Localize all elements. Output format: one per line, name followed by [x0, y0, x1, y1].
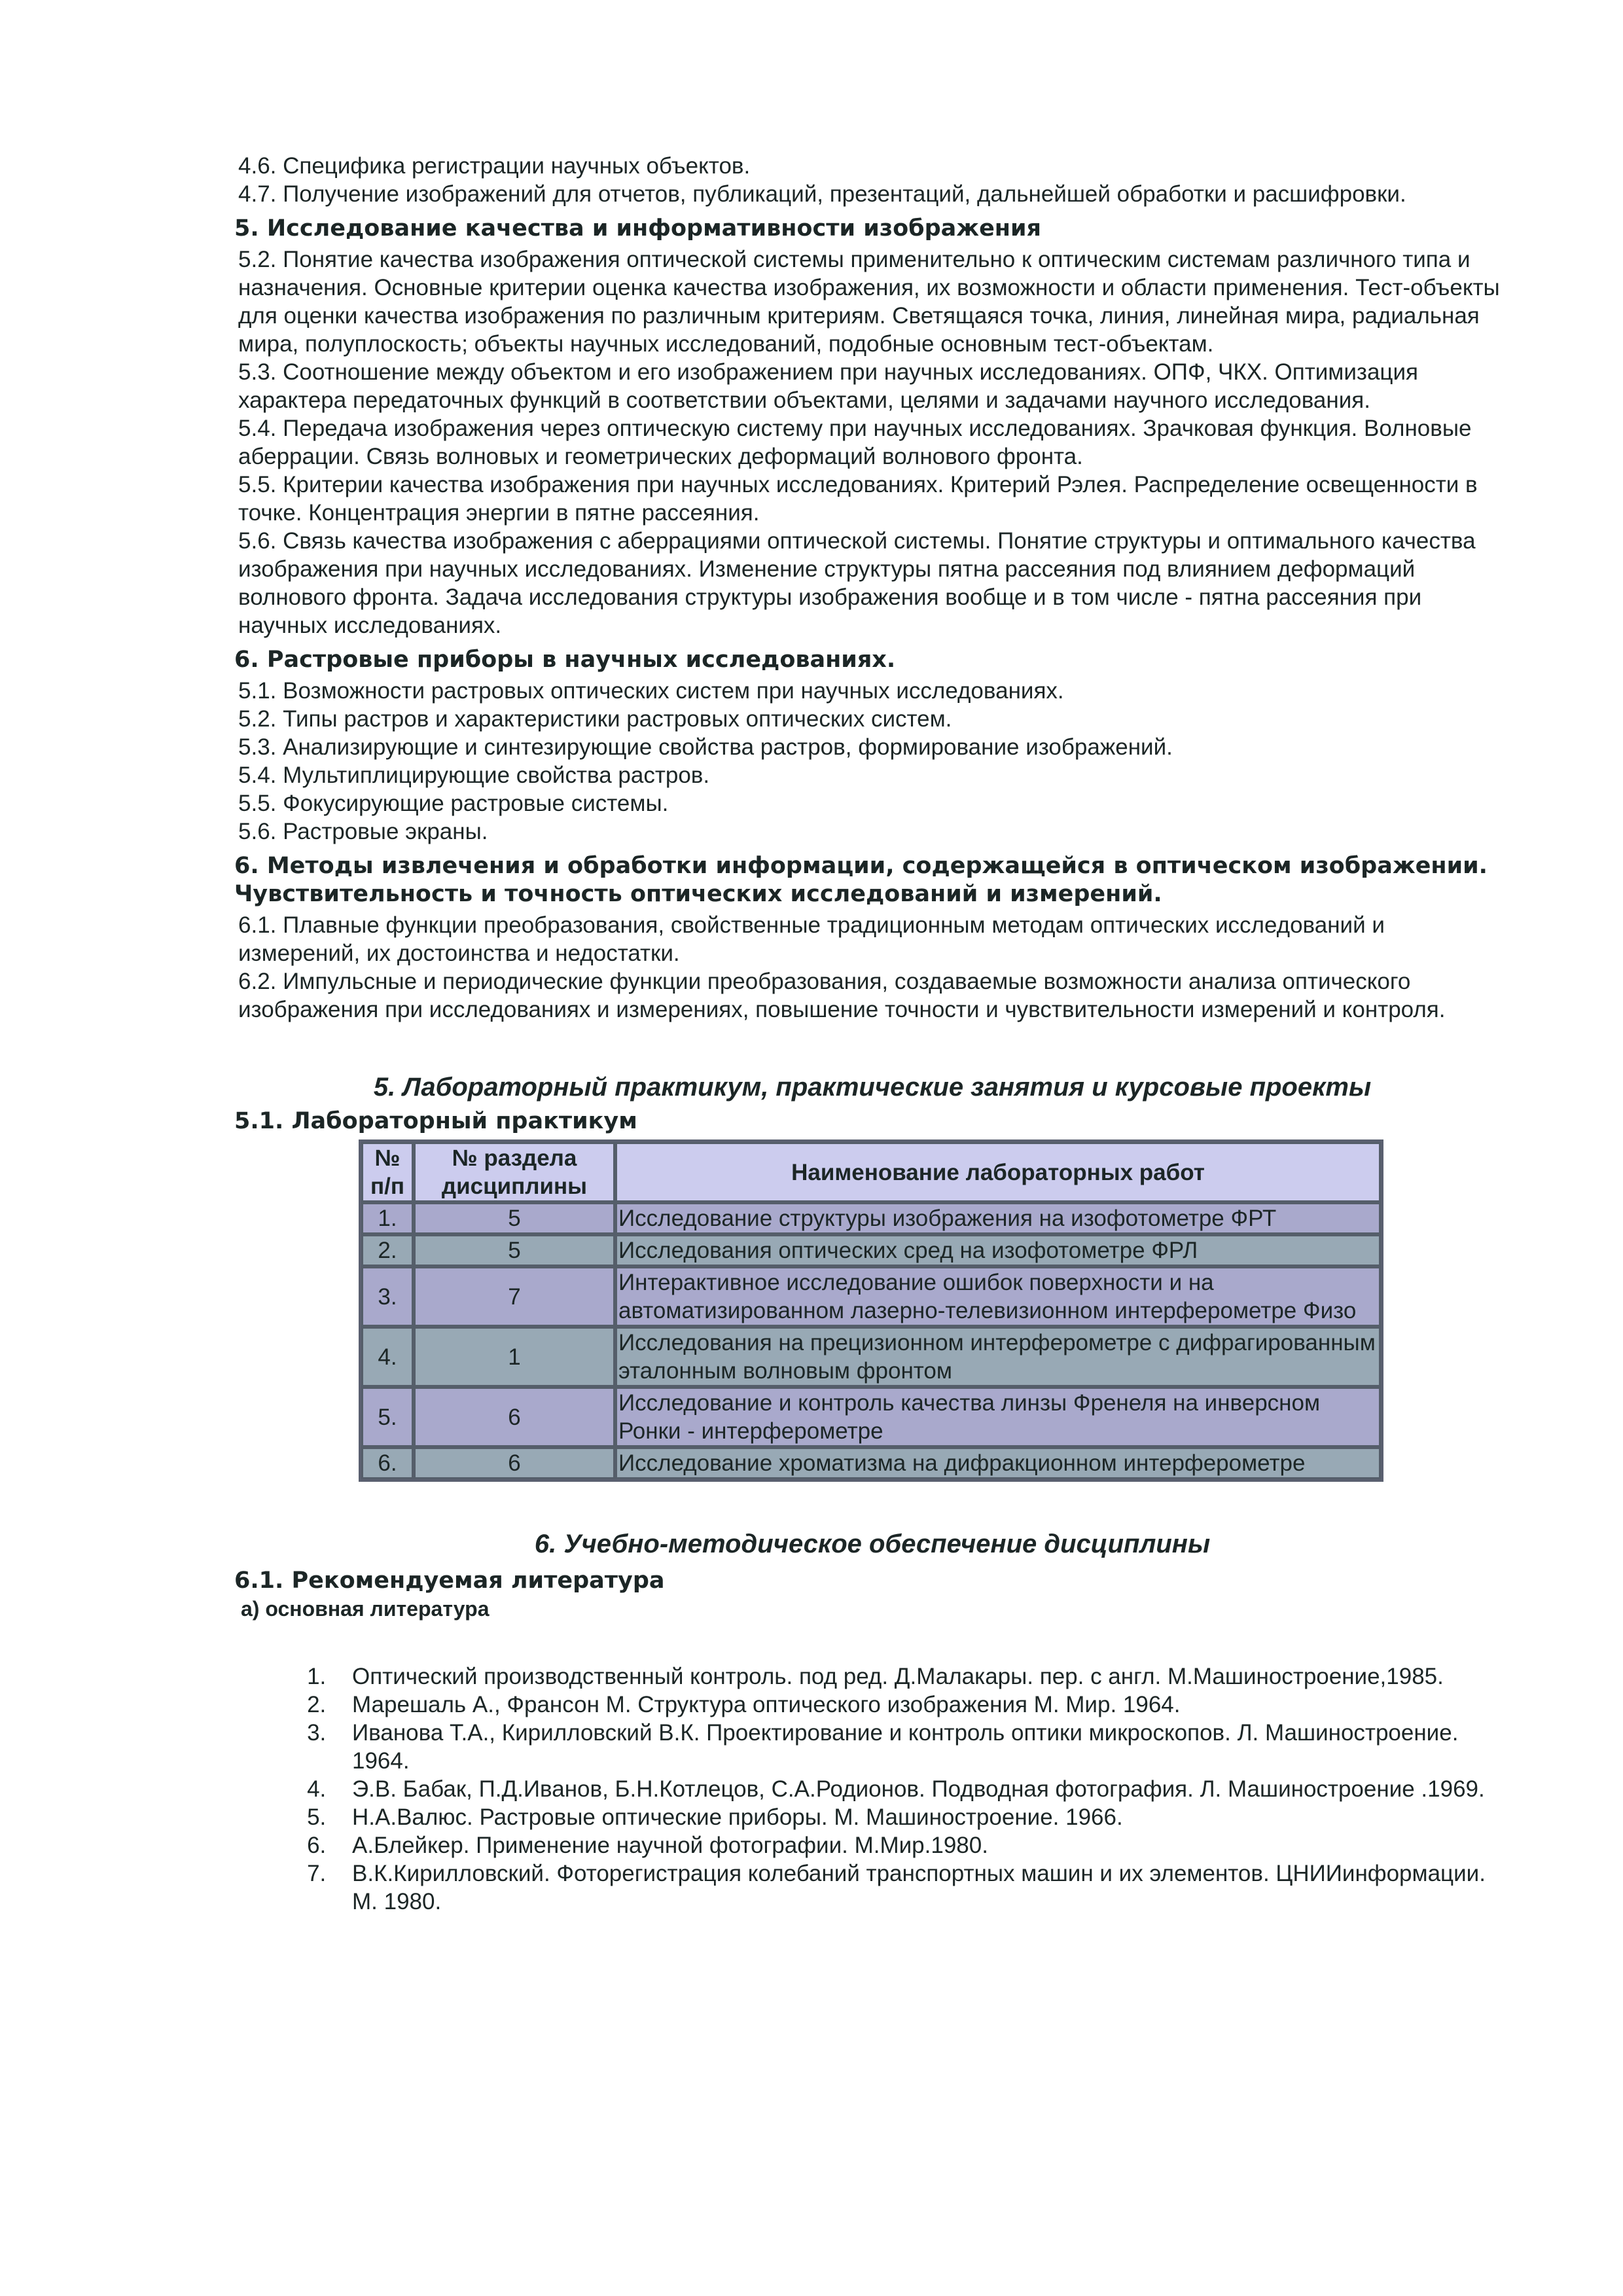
item-4-7: 4.7. Получение изображений для отчетов, публикаций, презентаций, дальнейшей обработки и расшифровки.: [238, 181, 1406, 207]
s6b-item: 6.2. Импульсные и периодические функции преобразования, создаваемые возможности анализа оптического изображения при исследованиях и измерениях, повышение точности и чувствительности измерений и контроля.: [238, 969, 1446, 1022]
literature-item: 1. Оптический производственный контроль. под ред. Д.Малакары. пер. с англ. М.Машиностроение,1985.: [332, 1662, 1510, 1691]
table-row: [361, 1202, 1381, 1234]
table-row: [361, 1327, 1381, 1387]
s6a-item: 5.3. Анализирующие и синтезирующие свойства растров, формирование изображений.: [238, 734, 1173, 760]
literature-item: 2. Марешаль А., Франсон М. Структура оптического изображения М. Мир. 1964.: [332, 1691, 1510, 1719]
table-row: [361, 1387, 1381, 1447]
s5-item: 5.4. Передача изображения через оптическую систему при научных исследованиях. Зрачковая функция. Волновые аберрации. Связь волновых и геометрических деформаций волнового фронта.: [238, 416, 1472, 469]
cell-title: Исследование и контроль качества линзы Френеля на инверсном Ронки - интерферометре: [615, 1387, 1381, 1447]
s5-item: 5.6. Связь качества изображения с аберрациями оптической системы. Понятие структуры и оптимального качества изображения при научных исследованиях. Изменение структуры пятна рассеяния под влиянием деформаций волнового фронта. Задача исследования структуры изображения вообще и в том числе - пятна рассеяния при научных исследованиях.: [238, 528, 1476, 638]
col-header-section: № раздела дисциплины: [414, 1142, 615, 1202]
lab-table: [359, 1139, 1383, 1482]
s6a-item: 5.5. Фокусирующие растровые системы.: [238, 791, 669, 816]
lab-section-title: 5. Лабораторный практикум, практические занятия и курсовые проекты: [373, 1073, 1372, 1102]
s6a-item: 5.1. Возможности растровых оптических систем при научных исследованиях.: [238, 678, 1064, 704]
literature-item: 4. Э.В. Бабак, П.Д.Иванов, Б.Н.Котлецов, С.А.Родионов. Подводная фотография. Л. Машиностроение .1969.: [332, 1775, 1510, 1803]
cell-section: 7: [414, 1266, 615, 1327]
table-row: [361, 1266, 1381, 1327]
cell-title: Исследование хроматизма на дифракционном интерферометре: [615, 1447, 1381, 1479]
literature-item: 6. А.Блейкер. Применение научной фотографии. М.Мир.1980.: [332, 1831, 1510, 1859]
cell-number: 5.: [361, 1387, 414, 1447]
item-4-6: 4.6. Специфика регистрации научных объектов.: [238, 153, 751, 179]
cell-section: 5: [414, 1234, 615, 1266]
section6a-heading: 6. Растровые приборы в научных исследованиях.: [234, 647, 896, 673]
s6a-item: 5.4. Мультиплицирующие свойства растров.: [238, 762, 710, 788]
s5-item: 5.3. Соотношение между объектом и его изображением при научных исследованиях. ОПФ, ЧКХ. Оптимизация характера передаточных функций в соответствии объектами, целями и задачами научного исследования.: [238, 359, 1418, 413]
cell-title: Исследования на прецизионном интерферометре с дифрагированным эталонным волновым фронтом: [615, 1327, 1381, 1387]
cell-title: Интерактивное исследование ошибок поверхности и на автоматизированном лазерно-телевизионном интерферометре Физо: [615, 1266, 1381, 1327]
cell-title: Исследование структуры изображения на изофотометре ФРТ: [615, 1202, 1381, 1234]
cell-number: 3.: [361, 1266, 414, 1327]
s6b-item: 6.1. Плавные функции преобразования, свойственные традиционным методам оптических исследований и измерений, их достоинства и недостатки.: [238, 912, 1385, 966]
table-row: [361, 1447, 1381, 1479]
col-header-number: № п/п: [361, 1142, 414, 1202]
cell-title: Исследования оптических сред на изофотометре ФРЛ: [615, 1234, 1381, 1266]
literature-subtitle: 6.1. Рекомендуемая литература: [234, 1568, 665, 1594]
cell-number: 2.: [361, 1234, 414, 1266]
cell-number: 6.: [361, 1447, 414, 1479]
literature-item: 7. В.К.Кирилловский. Фоторегистрация колебаний транспортных машин и их элементов. ЦНИИинформации. М. 1980.: [332, 1859, 1510, 1916]
s5-item: 5.2. Понятие качества изображения оптической системы применительно к оптическим системам различного типа и назначения. Основные критерии оценка качества изображения, их возможности и области применения. Тест-объекты для оценки качества изображения по различным критериям. Светящаяся точка, линия, линейная мира, радиальная мира, полуплоскость; объекты научных исследований, подобные основным тест-объектам.: [238, 247, 1500, 357]
s5-item: 5.5. Критерии качества изображения при научных исследованиях. Критерий Рэлея. Распределение освещенности в точке. Концентрация энергии в пятне рассеяния.: [238, 472, 1478, 526]
literature-list: [234, 1662, 1510, 1916]
cell-number: 1.: [361, 1202, 414, 1234]
cell-number: 4.: [361, 1327, 414, 1387]
table-row: [361, 1234, 1381, 1266]
table-header-row: [361, 1142, 1381, 1202]
section6b-heading: 6. Методы извлечения и обработки информации, содержащейся в оптическом изображении. Чувствительность и точность оптических исследований и измерений.: [234, 853, 1488, 907]
section5-heading: 5. Исследование качества и информативности изображения: [234, 215, 1041, 242]
document-page: [234, 152, 1510, 1916]
cell-section: 5: [414, 1202, 615, 1234]
literature-section-title: 6. Учебно-методическое обеспечение дисциплины: [534, 1530, 1211, 1558]
lab-subtitle: 5.1. Лабораторный практикум: [234, 1108, 637, 1134]
s6a-item: 5.2. Типы растров и характеристики растровых оптических систем.: [238, 706, 952, 732]
cell-section: 6: [414, 1387, 615, 1447]
cell-section: 1: [414, 1327, 615, 1387]
s6a-item: 5.6. Растровые экраны.: [238, 819, 488, 844]
col-header-title: Наименование лабораторных работ: [615, 1142, 1381, 1202]
literature-item: 3. Иванова Т.А., Кирилловский В.К. Проектирование и контроль оптики микроскопов. Л. Машиностроение. 1964.: [332, 1719, 1510, 1775]
literature-item: 5. Н.А.Валюс. Растровые оптические приборы. М. Машиностроение. 1966.: [332, 1803, 1510, 1831]
cell-section: 6: [414, 1447, 615, 1479]
literature-sub-a: а) основная литература: [241, 1597, 490, 1621]
